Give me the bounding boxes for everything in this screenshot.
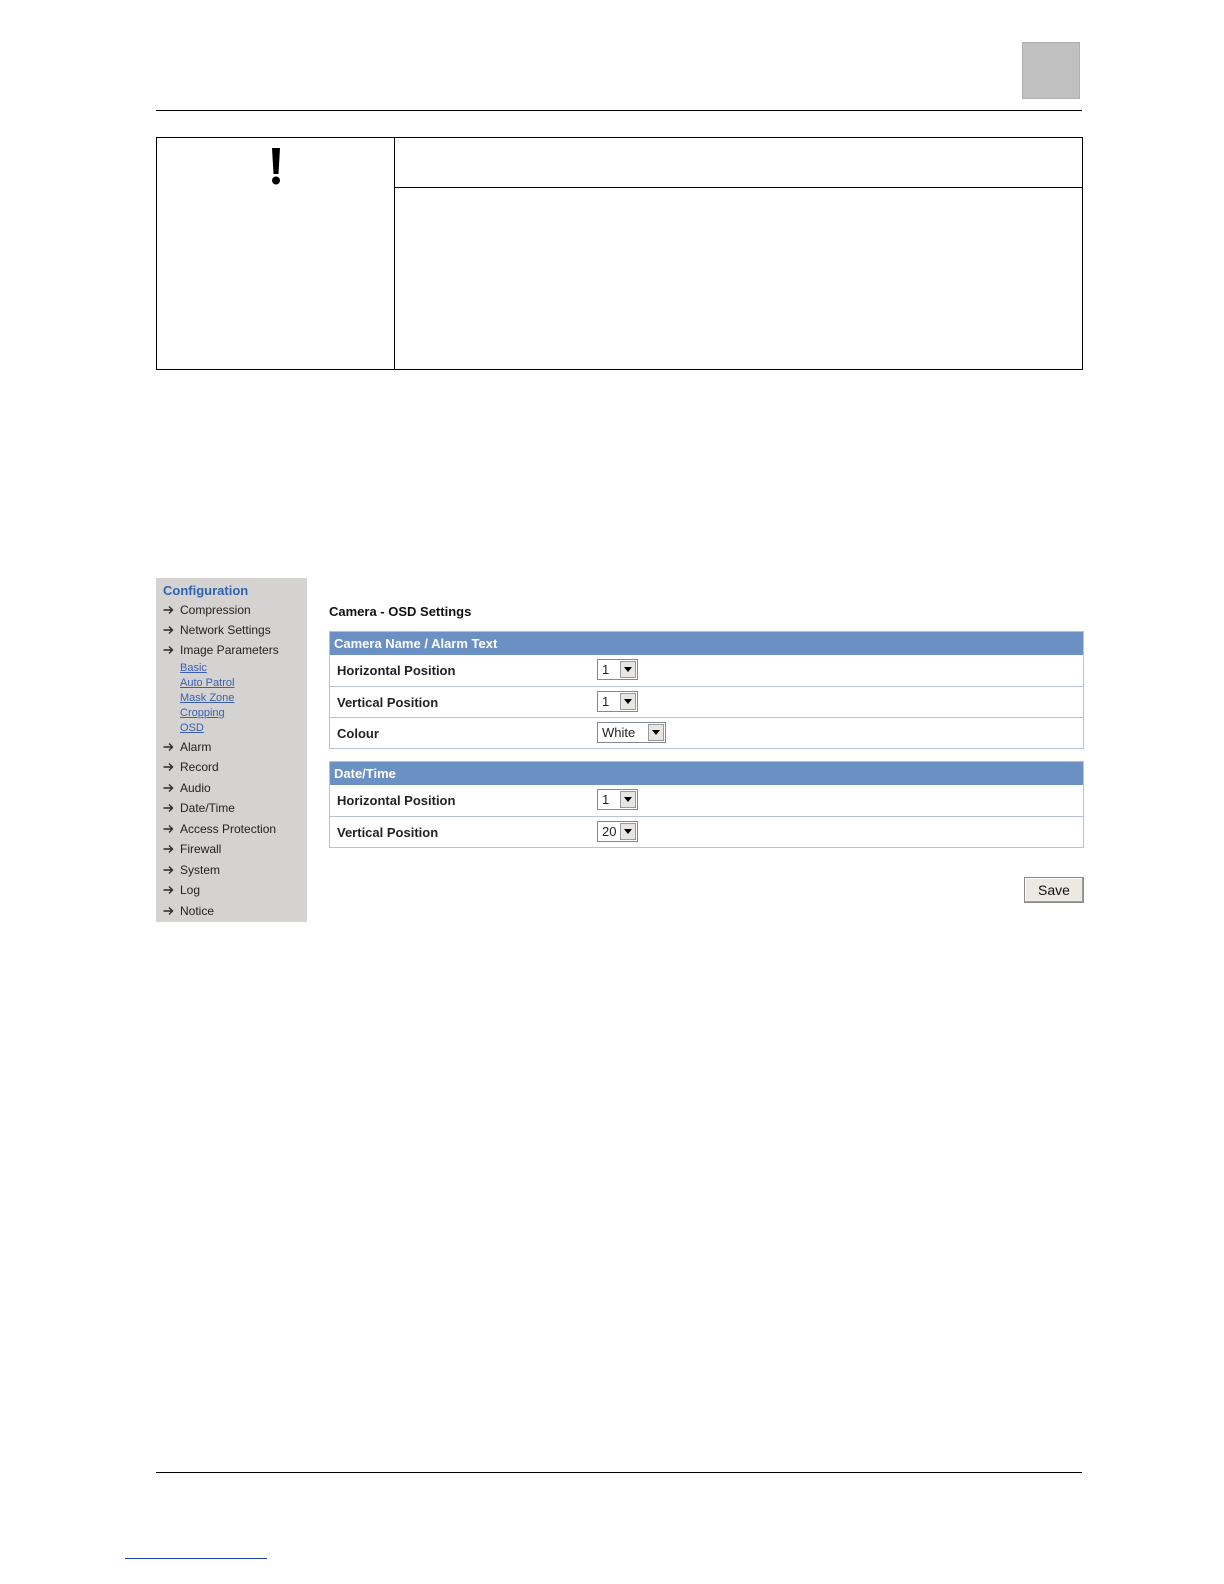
arrow-right-icon	[163, 645, 174, 655]
sidebar-item-alarm[interactable]	[163, 740, 211, 754]
date-time-panel	[329, 761, 1084, 848]
datetime-vertical-position-select[interactable]	[597, 821, 638, 842]
sidebar-item-label: Log	[180, 883, 201, 897]
arrow-right-icon	[163, 625, 174, 635]
select-value: 1	[602, 792, 610, 807]
notice-column-divider	[394, 138, 395, 369]
sidebar-item-label: Compression	[180, 603, 251, 617]
setting-label: Colour	[337, 726, 379, 741]
sidebar-item-label: Alarm	[180, 740, 212, 754]
footer-divider	[156, 1472, 1082, 1473]
notice-row-divider	[395, 187, 1082, 188]
sidebar-subitem-auto-patrol[interactable]: Auto Patrol	[180, 677, 235, 689]
sidebar-item-label: Network Settings	[180, 623, 271, 637]
sidebar-item-image-parameters[interactable]	[163, 643, 279, 657]
sidebar-item-label: Firewall	[180, 842, 222, 856]
arrow-right-icon	[163, 803, 174, 813]
sidebar-subitem-osd[interactable]: OSD	[180, 722, 204, 734]
setting-label: Vertical Position	[337, 825, 439, 840]
footer-link-underline	[125, 1558, 267, 1559]
sidebar-item-network-settings[interactable]	[163, 623, 271, 637]
sidebar-item-compression[interactable]	[163, 603, 251, 617]
sidebar-item-notice[interactable]	[163, 904, 214, 918]
sidebar-item-access-protection[interactable]	[163, 822, 276, 836]
sidebar-item-label: Image Parameters	[180, 643, 279, 657]
page-title: Camera - OSD Settings	[329, 604, 472, 619]
header-divider	[156, 110, 1082, 111]
select-value: 20	[602, 824, 617, 839]
camera-name-alarm-text-panel	[329, 631, 1084, 749]
sidebar-subitem-cropping[interactable]: Cropping	[180, 707, 225, 719]
sidebar-item-label: System	[180, 863, 221, 877]
setting-row	[330, 655, 1083, 686]
chevron-down-icon[interactable]	[620, 661, 636, 678]
chevron-down-icon[interactable]	[620, 823, 636, 840]
sidebar-item-log[interactable]	[163, 883, 200, 897]
vertical-position-select[interactable]	[597, 691, 638, 712]
arrow-right-icon	[163, 865, 174, 875]
chevron-down-icon[interactable]	[620, 791, 636, 808]
select-value: 1	[602, 694, 610, 709]
save-button[interactable]: Save	[1024, 877, 1084, 903]
setting-label: Horizontal Position	[337, 793, 456, 808]
arrow-right-icon	[163, 844, 174, 854]
sidebar-subitem-mask-zone[interactable]: Mask Zone	[180, 692, 235, 704]
setting-row	[330, 717, 1083, 748]
datetime-horizontal-position-select[interactable]	[597, 789, 638, 810]
setting-row	[330, 686, 1083, 717]
sidebar-item-label: Audio	[180, 781, 211, 795]
arrow-right-icon	[163, 824, 174, 834]
sidebar-item-label: Access Protection	[180, 822, 277, 836]
chapter-tab-marker	[1022, 42, 1080, 99]
arrow-right-icon	[163, 605, 174, 615]
sidebar-item-record[interactable]	[163, 760, 219, 774]
arrow-right-icon	[163, 742, 174, 752]
exclamation-icon	[267, 147, 285, 187]
config-sidebar	[156, 578, 307, 922]
select-value: White	[602, 725, 636, 740]
sidebar-item-audio[interactable]	[163, 781, 211, 795]
sidebar-item-system[interactable]	[163, 863, 220, 877]
setting-row	[330, 785, 1083, 816]
sidebar-subitem-basic[interactable]: Basic	[180, 662, 207, 674]
sidebar-item-firewall[interactable]	[163, 842, 221, 856]
chevron-down-icon[interactable]	[648, 724, 664, 741]
colour-select[interactable]	[597, 722, 666, 743]
sidebar-item-label: Notice	[180, 904, 215, 918]
select-value: 1	[602, 662, 610, 677]
arrow-right-icon	[163, 885, 174, 895]
horizontal-position-select[interactable]	[597, 659, 638, 680]
sidebar-item-label: Record	[180, 760, 219, 774]
chevron-down-icon[interactable]	[620, 693, 636, 710]
arrow-right-icon	[163, 783, 174, 793]
setting-label: Horizontal Position	[337, 663, 456, 678]
arrow-right-icon	[163, 906, 174, 916]
arrow-right-icon	[163, 762, 174, 772]
setting-label: Vertical Position	[337, 695, 439, 710]
sidebar-item-label: Date/Time	[180, 801, 235, 815]
setting-row	[330, 816, 1083, 847]
section-header: Camera Name / Alarm Text	[330, 632, 1083, 655]
sidebar-item-date-time[interactable]	[163, 801, 235, 815]
sidebar-title: Configuration	[163, 583, 249, 598]
section-header: Date/Time	[330, 762, 1083, 785]
notice-table	[156, 137, 1083, 370]
